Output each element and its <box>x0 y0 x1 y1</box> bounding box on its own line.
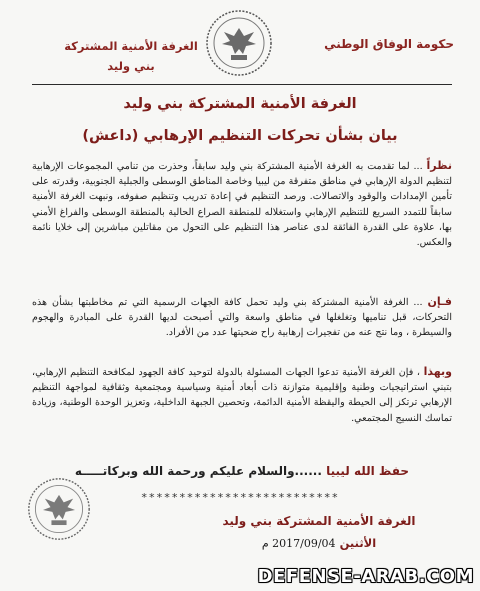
closing-line <box>32 464 452 478</box>
signature-date <box>194 536 444 550</box>
paragraph-2-lead: فـإن <box>427 295 452 308</box>
document-title: الغرفة الأمنية المشتركة بني وليد <box>123 96 357 112</box>
watermark: DEFENSE-ARAB.COM <box>257 566 474 587</box>
header-divider <box>32 84 452 85</box>
closing-part2: ......والسلام عليكم ورحمة الله وبركاتـــــه <box>74 464 322 478</box>
paragraph-1-text: ... لما تقدمت به الغرفة الأمنية المشتركة بني وليد سابقاً، وحذرت من تنامي المجموعات الإرهابية لتنظيم الدولة الإرهابي في مناطق متفرقة من ليبيا وخاصة المناطق الوسطى والجبلية الجنوبية، وقدرته على تأمين الإمدادات والوقود والاتصالات. ورصد التنظيم في إعادة تدريب وتنظيم صفوفه، ونبهت الغرفة الأمنية سابقاً للتمدد السريع للتنظيم الإرهابي واستغلاله للمنطقة الصراع الحالية بالمنطقة الوسطى والفراغ الأمني بها، علاوة على القدرة الفائقة لدى عناصر هذا التنظيم على التحول من مقاتلين مباشرين إلى خلايا نائمة والعكس. <box>32 161 452 249</box>
paragraph-2 <box>32 294 452 350</box>
header-government-name: حكومة الوفاق الوطني <box>324 37 454 51</box>
eagle-seal-icon <box>204 8 274 78</box>
signature-date-value: 2017/09/04 م <box>261 537 336 550</box>
stars-separator: ************************** <box>140 491 340 504</box>
paragraph-1-lead: نظراً <box>426 159 452 172</box>
header-chamber-line1: الغرفة الأمنية المشتركة <box>64 39 198 53</box>
header-chamber-line2: بني وليد <box>107 59 155 73</box>
statement-subject: بيان بشأن تحركات التنظيم الإرهابي (داعش) <box>82 128 398 144</box>
stamp-seal-icon <box>26 476 92 542</box>
closing-part1: حفظ الله ليبيا <box>326 464 410 478</box>
paragraph-3 <box>32 364 452 439</box>
paragraph-3-text: ، فإن الغرفة الأمنية تدعوا الجهات المسئولة بالدولة لتوحيد كافة الجهود لمكافحة التنظيم الإرهابي، بتبني استراتيجيات وطنية وإقليمية متوازنة ذات أبعاد أمنية وسياسية ومجتمعية وثقافية لمواجهة التنظيم الإرهابي ترتكز إلى الحيطة واليقظة الأمنية الدائمة، وتحصين الجبهة الداخلية، وتعزيز الوحدة الوطنية، وزيادة تماسك النسيج المجتمعي. <box>32 367 452 424</box>
paragraph-1 <box>32 158 452 283</box>
signature-name: الغرفة الأمنية المشتركة بني وليد <box>222 514 416 528</box>
header-chamber-name <box>56 36 206 76</box>
signature-day: الأثنين <box>339 536 377 550</box>
paragraph-3-lead: وبهذا <box>423 365 452 378</box>
paragraph-2-text: ... الغرفة الأمنية المشتركة بني وليد تحمل كافة الجهات الرسمية التي تم مخاطبتها بشأن هذه التحركات، قبل تناميها وتغلغلها في مناطق واسعة والتي أصبحت لديها القدرة على المبادرة والهجوم والسيطرة ، وما نتج عنه من تفجيرات إرهابية راح ضحيتها عدد من الأفراد. <box>32 297 452 339</box>
